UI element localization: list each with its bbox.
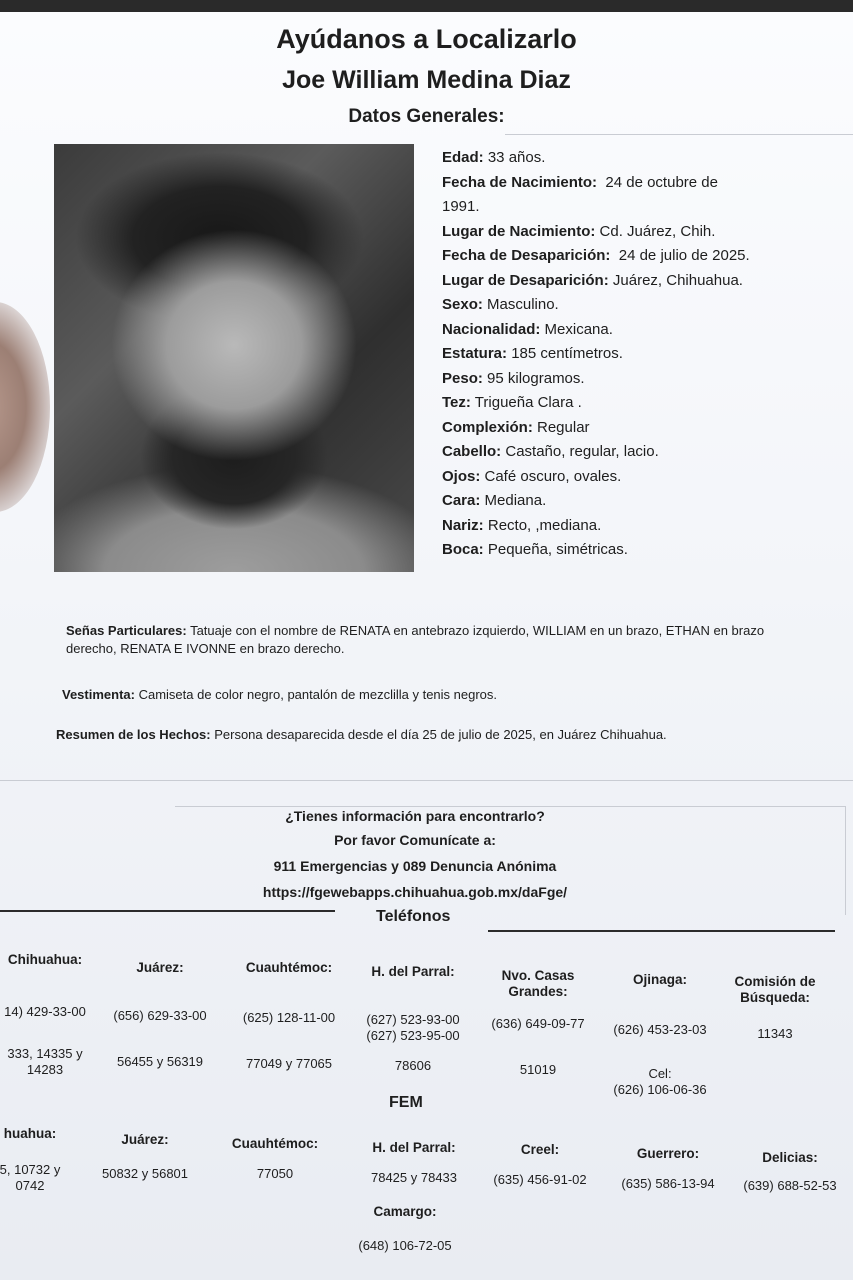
telefonos-ext: Cel: (626) 106-06-36 [613, 1066, 707, 1097]
telefonos-rule-right [488, 930, 835, 932]
fem-value: 77050 [256, 1166, 294, 1181]
telefonos-header: Cuauhtémoc: [245, 960, 333, 975]
camargo-label: Camargo: [373, 1204, 437, 1219]
field-value: 33 años. [483, 149, 546, 166]
telefonos-title: Teléfonos [376, 908, 451, 925]
field-value: 24 de octubre de [597, 173, 718, 191]
field-label: Ojos: [442, 467, 481, 485]
field-label: Lugar de Desaparición: [442, 271, 609, 289]
field-row [442, 440, 822, 465]
telefonos-header: Chihuahua: [7, 952, 83, 967]
fem-value: 78425 y 78433 [370, 1170, 458, 1185]
resumen-paragraph [56, 726, 836, 744]
fem-header: Delicias: [762, 1150, 818, 1165]
contact-emergency: 911 Emergencias y 089 Denuncia Anónima [273, 858, 557, 874]
field-label: Cabello: [442, 443, 502, 460]
field-label: Sexo: [442, 296, 483, 313]
field-row [442, 367, 822, 392]
missing-person-flyer [0, 12, 853, 1280]
field-row [442, 514, 822, 539]
field-value: Mediana. [480, 492, 547, 509]
field-label: Fecha de Nacimiento: [442, 173, 598, 191]
fem-value: (635) 456-91-02 [493, 1172, 587, 1187]
fem-header: huahua: [3, 1126, 57, 1141]
fem-value: (635) 586-13-94 [621, 1176, 715, 1191]
field-label: Nacionalidad: [442, 320, 541, 338]
finger-blur [0, 302, 50, 512]
field-row [442, 269, 822, 294]
telefonos-phone: 11343 [757, 1026, 793, 1041]
telefonos-phone: 14) 429-33-00 [4, 1004, 86, 1019]
telefonos-phone: (625) 128-11-00 [242, 1010, 336, 1025]
field-value: 1991. [442, 198, 480, 215]
senas-value: Tatuaje con el nombre de RENATA en antebrazo izquierdo, WILLIAM en un brazo, ETHAN en brazo derecho, RENATA E IVONNE en brazo derecho. [66, 623, 765, 656]
divider [505, 134, 853, 135]
telefonos-ext: 51019 [519, 1062, 557, 1077]
vestimenta-label: Vestimenta: [62, 687, 135, 702]
field-value: Masculino. [482, 296, 559, 313]
person-photo [54, 144, 414, 572]
field-row [442, 391, 822, 416]
field-label: Lugar de Nacimiento: [442, 222, 596, 240]
fem-value: 50832 y 56801 [101, 1166, 189, 1181]
vestimenta-paragraph [62, 686, 822, 704]
senas-label: Señas Particulares: [66, 623, 187, 638]
fem-header: Juárez: [121, 1132, 169, 1147]
telefonos-phone: (626) 453-23-03 [613, 1022, 707, 1037]
telefonos-ext: 56455 y 56319 [116, 1054, 204, 1069]
telefonos-header: H. del Parral: [371, 964, 455, 979]
telefonos-ext: 78606 [394, 1058, 432, 1073]
fem-header: Creel: [520, 1142, 560, 1157]
fem-value: (639) 688-52-53 [743, 1178, 837, 1193]
field-value: 95 kilogramos. [482, 369, 585, 387]
telefonos-header: Ojinaga: [632, 972, 687, 987]
field-row [442, 318, 822, 343]
divider [0, 780, 853, 781]
telefonos-header: Nvo. Casas Grandes: [501, 968, 575, 999]
contact-please: Por favor Comunícate a: [334, 832, 496, 848]
field-label: Estatura: [442, 345, 508, 362]
field-label: Complexión: [442, 418, 533, 436]
field-label: Peso: [442, 369, 483, 387]
senas-paragraph [66, 622, 806, 658]
telefonos-header: Juárez: [136, 960, 184, 975]
general-data-list [442, 146, 822, 563]
field-label: Edad: [442, 149, 484, 166]
contact-question: ¿Tienes información para encontrarlo? [285, 808, 545, 824]
section-title: Datos Generales: [348, 106, 505, 127]
field-value: Mexicana. [540, 320, 613, 338]
fem-header: H. del Parral: [372, 1140, 456, 1155]
field-value: Trigueña Clara . [470, 394, 582, 411]
flyer-title: Ayúdanos a Localizarlo [276, 24, 577, 54]
telefonos-ext: 333, 14335 y 14283 [7, 1046, 83, 1077]
field-label: Tez: [442, 394, 471, 411]
fem-header: Cuauhtémoc: [231, 1136, 319, 1151]
field-row [442, 195, 822, 220]
field-row [442, 489, 822, 514]
resumen-label: Resumen de los Hechos: [56, 727, 211, 742]
field-value: Juárez, Chihuahua. [608, 271, 743, 289]
field-value: Cd. Juárez, Chih. [595, 222, 716, 240]
field-value: Pequeña, simétricas. [483, 541, 628, 558]
field-label: Nariz: [442, 516, 484, 534]
contact-url: https://fgewebapps.chihuahua.gob.mx/daFge/ [262, 884, 568, 900]
fem-value: 5, 10732 y 0742 [0, 1162, 61, 1193]
field-value: Recto, ,mediana. [483, 516, 602, 534]
field-value: Regular [532, 418, 590, 436]
field-row [442, 342, 822, 367]
field-value: 24 de julio de 2025. [610, 247, 750, 264]
field-label: Fecha de Desaparición: [442, 247, 611, 264]
telefonos-phone: (636) 649-09-77 [491, 1016, 585, 1031]
field-row [442, 465, 822, 490]
field-value: 185 centímetros. [507, 345, 623, 362]
vestimenta-value: Camiseta de color negro, pantalón de mezclilla y tenis negros. [134, 687, 498, 702]
telefonos-phone: (627) 523-93-00 (627) 523-95-00 [366, 1012, 460, 1043]
telefonos-phone: (656) 629-33-00 [113, 1008, 207, 1023]
field-row [442, 538, 822, 563]
field-row [442, 244, 822, 269]
field-value: Castaño, regular, lacio. [501, 443, 659, 460]
camargo-phone: (648) 106-72-05 [358, 1238, 452, 1253]
field-row [442, 171, 822, 196]
field-label: Cara: [442, 492, 481, 509]
telefonos-header: Comisión de Búsqueda: [734, 974, 816, 1005]
field-label: Boca: [442, 541, 484, 558]
field-row [442, 146, 822, 171]
field-row [442, 293, 822, 318]
fem-title: FEM [389, 1094, 423, 1111]
field-row [442, 416, 822, 441]
telefonos-rule-left [0, 910, 335, 912]
field-value: Café oscuro, ovales. [480, 467, 622, 485]
fem-header: Guerrero: [636, 1146, 700, 1161]
telefonos-ext: 77049 y 77065 [245, 1056, 333, 1071]
field-row [442, 220, 822, 245]
resumen-value: Persona desaparecida desde el día 25 de julio de 2025, en Juárez Chihuahua. [210, 727, 667, 742]
person-name: Joe William Medina Diaz [282, 66, 571, 94]
